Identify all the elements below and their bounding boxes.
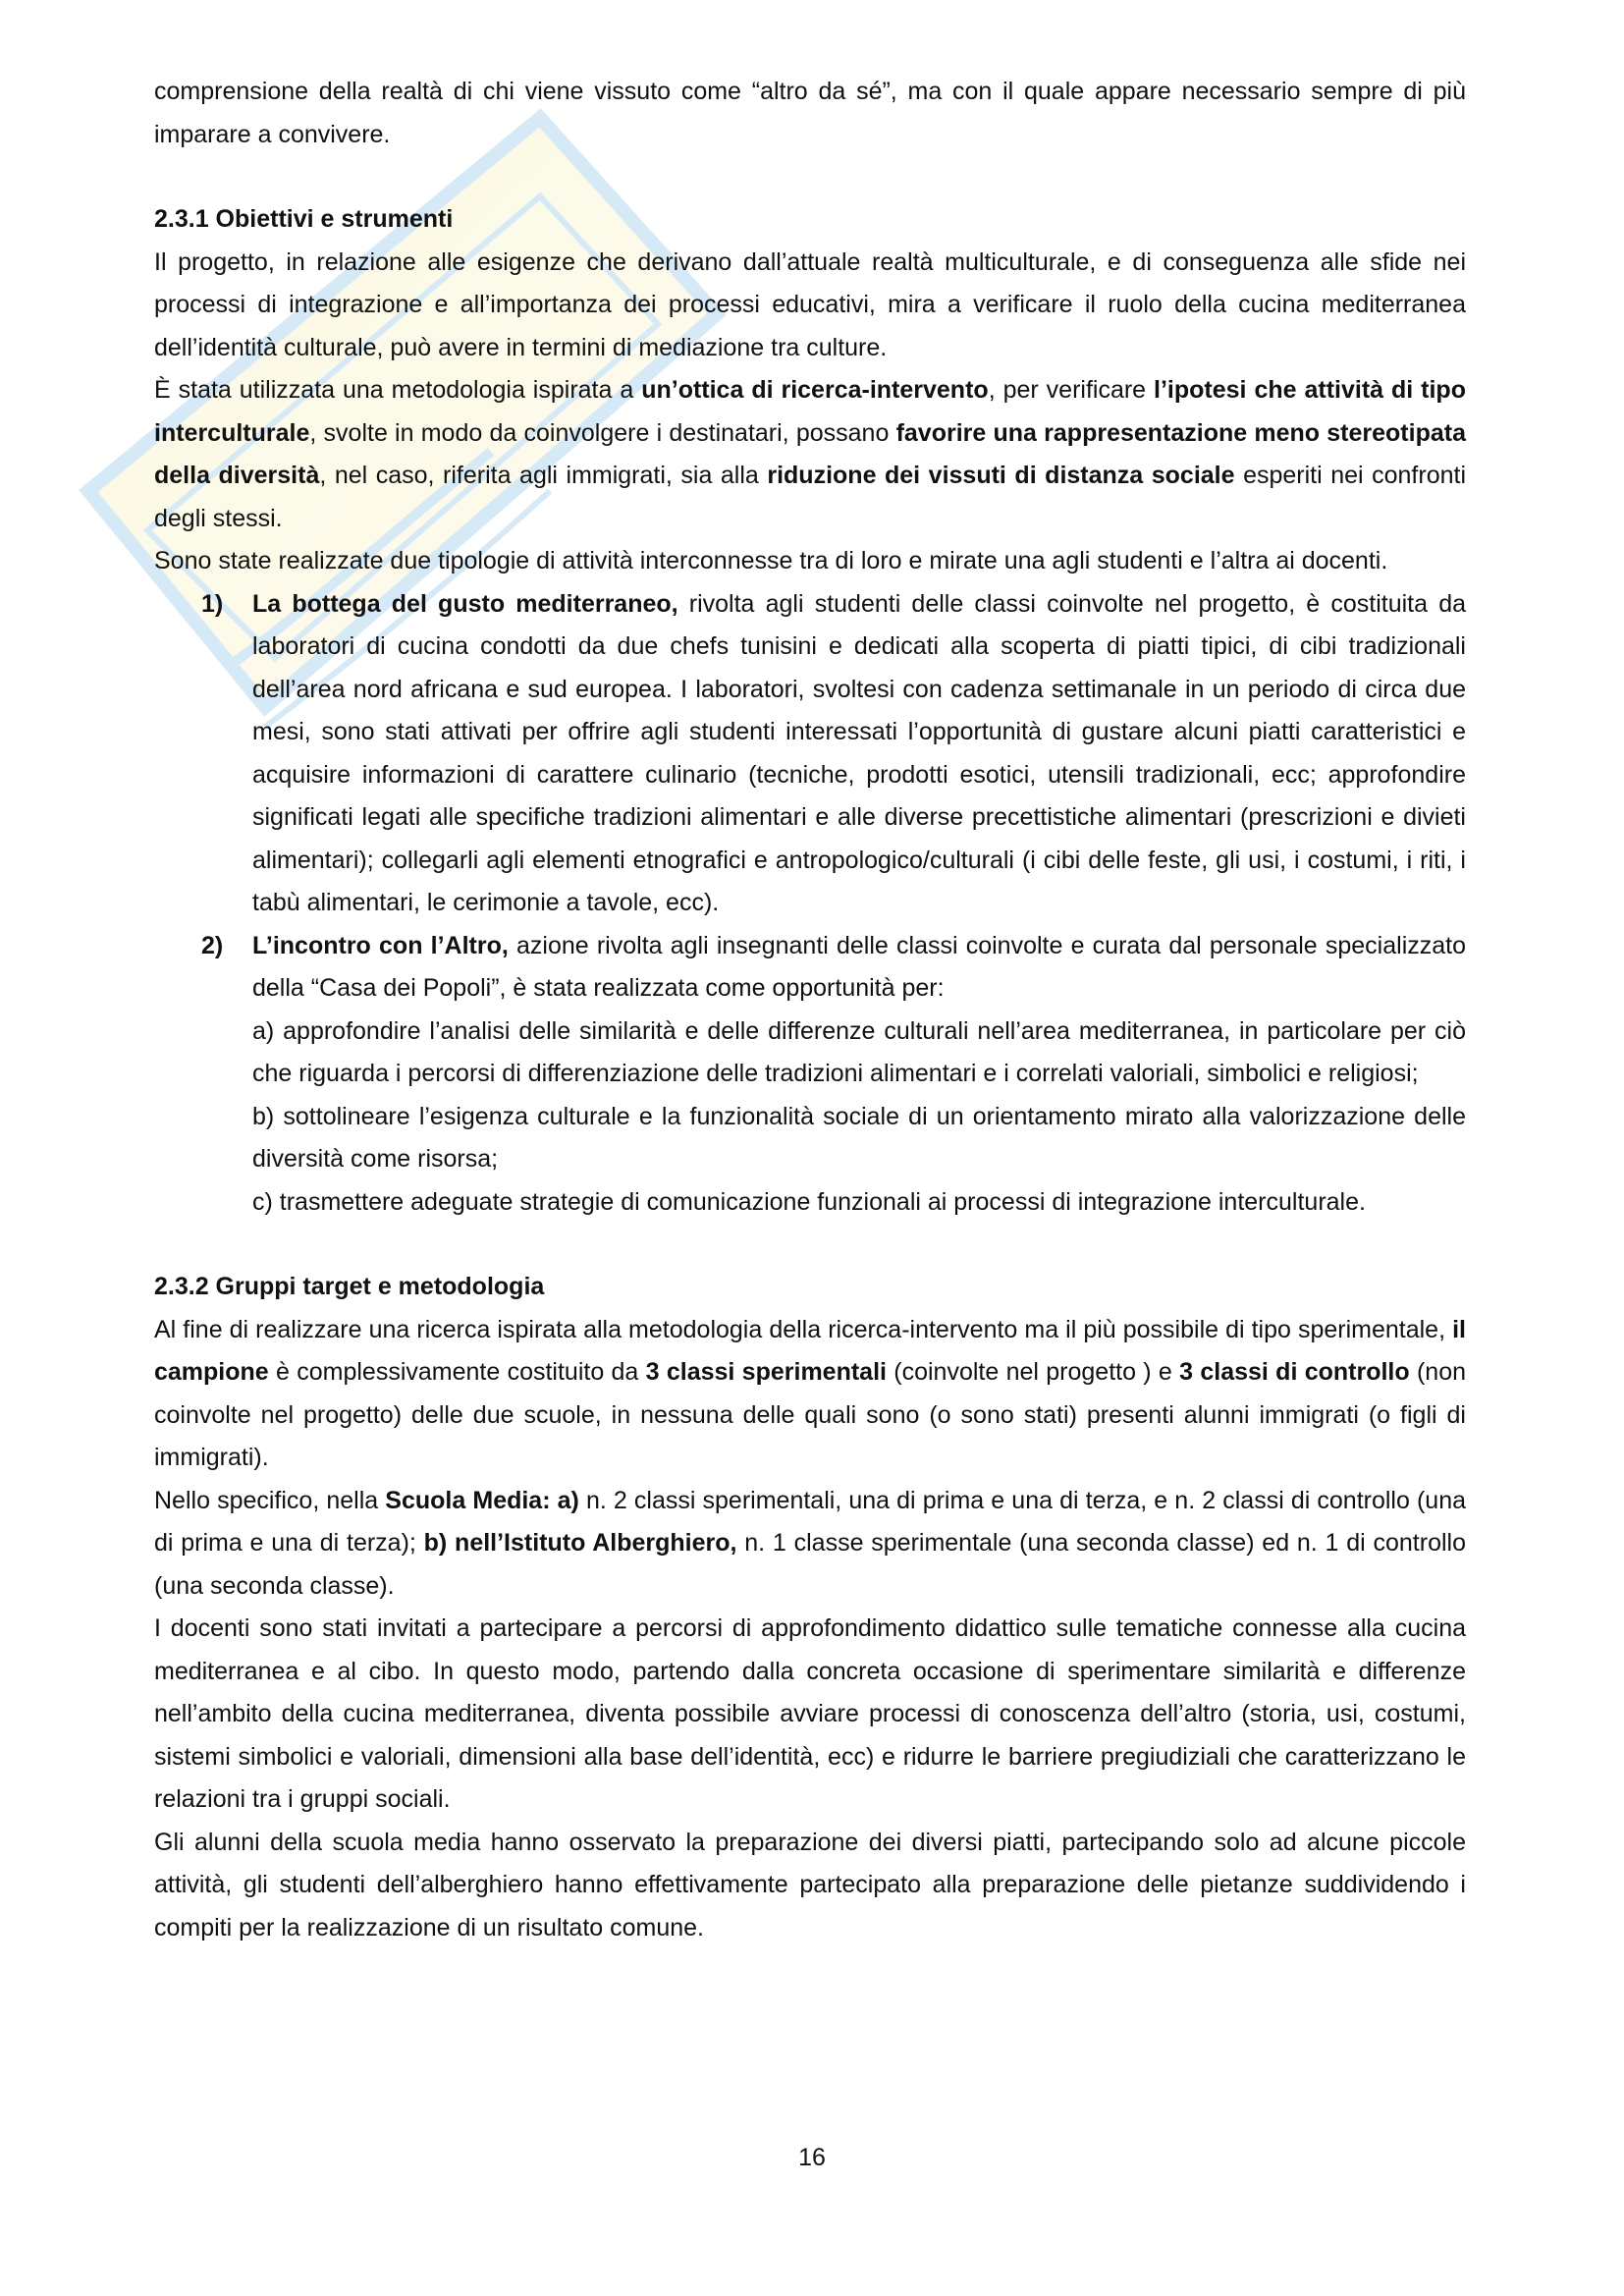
list-item-bottega: [154, 583, 1466, 925]
paragraph-alunni: Gli alunni della scuola media hanno osservato la preparazione dei diversi piatti, partecipando solo ad alcune piccole attività, gli studenti dell’alberghiero hanno effettivamente partecipato alla preparazione delle pietanze suddividendo i compiti per la realizzazione di un risultato comune.: [154, 1828, 1466, 1941]
paragraph-campione: Al fine di realizzare una ricerca ispirata alla metodologia della ricerca-intervento ma il più possibile di tipo sperimentale, il campione è complessivamente costituito da 3 classi sperimentali (coinvolte nel progetto ) e 3 classi di controllo (non coinvolte nel progetto) delle due scuole, in nessuna delle quali sono (o sono stati) presenti alunni immigrati (o figli di immigrati).: [154, 1315, 1467, 1471]
list-number: 2): [201, 931, 224, 959]
list-item-text: azione rivolta agli insegnanti delle classi coinvolte e curata dal personale specializzato della “Casa dei Popoli”, è stata realizzata come opportunità per:: [252, 931, 1466, 1002]
sub-item-c: c) trasmettere adeguate strategie di comunicazione funzionali ai processi di integrazione interculturale.: [252, 1187, 1366, 1216]
list-item-text: rivolta agli studenti delle classi coinvolte nel progetto, è costituita da laboratori di cucina condotti da due chefs tunisini e dedicati alla scoperta di piatti tipici, di cibi tradizionali dell’area nord africana e sud europea. I laboratori, svoltesi con cadenza settimanale in un periodo di circa due mesi, sono stati attivati per offrire agli studenti interessati l’opportunità di gustare alcuni piatti caratteristici e acquisire informazioni di carattere culinario (tecniche, prodotti esotici, utensili tradizionali, ecc; approfondire significati legati alle specifiche tradizioni alimentari e alle diverse precettistiche alimentari (prescrizioni e divieti alimentari); collegarli agli elementi etnografici e antropologico/culturali (i cibi delle feste, gli usi, i costumi, i riti, i tabù alimentari, le cerimonie a tavole, ecc).: [252, 589, 1466, 916]
list-number: 1): [201, 589, 224, 618]
page-number: 16: [798, 2144, 826, 2171]
paragraph-docenti: I docenti sono stati invitati a partecipare a percorsi di approfondimento didattico sulle tematiche connesse alla cucina mediterranea e al cibo. In questo modo, partendo dalla concreta occasione di sperimentare similarità e differenze nell’ambito della cucina mediterranea, diventa possibile avviare processi di conoscenza dell’altro (storia, usi, costumi, sistemi simbolici e valoriali, dimensioni alla base dell’identità, ecc) e ridurre le barriere pregiudiziali che caratterizzano le relazioni tra i gruppi sociali.: [154, 1614, 1466, 1813]
sub-item-a: a) approfondire l’analisi delle similarità e delle differenze culturali nell’area mediterranea, in particolare per ciò che riguarda i percorsi di differenziazione delle tradizioni alimentari e i correlati valoriali, simbolici e religiosi;: [252, 1016, 1466, 1087]
list-item-title: La bottega del gusto mediterraneo,: [252, 589, 678, 618]
section-heading-gruppi: 2.3.2 Gruppi target e metodologia: [154, 1273, 545, 1300]
sub-item-b: b) sottolineare l’esigenza culturale e la funzionalità sociale di un orientamento mirato alla valorizzazione delle diversità come risorsa;: [252, 1102, 1466, 1173]
paragraph-tipologie: Sono state realizzate due tipologie di attività interconnesse tra di loro e mirate una agli studenti e l’altra ai docenti.: [154, 547, 1388, 574]
list-item-title: L’incontro con l’Altro,: [252, 931, 509, 959]
list-item-incontro: [154, 925, 1466, 1011]
paragraph-progetto: Il progetto, in relazione alle esigenze che derivano dall’attuale realtà multiculturale, e di conseguenza alle sfide nei processi di integrazione e all’importanza dei processi educativi, mira a verificare il ruolo della cucina mediterranea dell’identità culturale, può avere in termini di mediazione tra culture.: [154, 247, 1466, 361]
page-content: [154, 71, 1466, 1949]
section-heading-obiettivi: 2.3.1 Obiettivi e strumenti: [154, 205, 454, 233]
paragraph-specifico: Nello specifico, nella Scuola Media: a) n. 2 classi sperimentali, una di prima e una di terza, e n. 2 classi di controllo (una di prima e una di terza); b) nell’Istituto Alberghiero, n. 1 classe sperimentale (una seconda classe) ed n. 1 di controllo (una seconda classe).: [154, 1486, 1467, 1600]
intro-paragraph: comprensione della realtà di chi viene vissuto come “altro da sé”, ma con il quale appare necessario sempre di più imparare a convivere.: [154, 78, 1466, 148]
paragraph-metodologia: È stata utilizzata una metodologia ispirata a un’ottica di ricerca-intervento, per verificare l’ipotesi che attività di tipo interculturale, svolte in modo da coinvolgere i destinatari, possano favorire una rappresentazione meno stereotipata della diversità, nel caso, riferita agli immigrati, sia alla riduzione dei vissuti di distanza sociale esperiti nei confronti degli stessi.: [154, 376, 1466, 532]
